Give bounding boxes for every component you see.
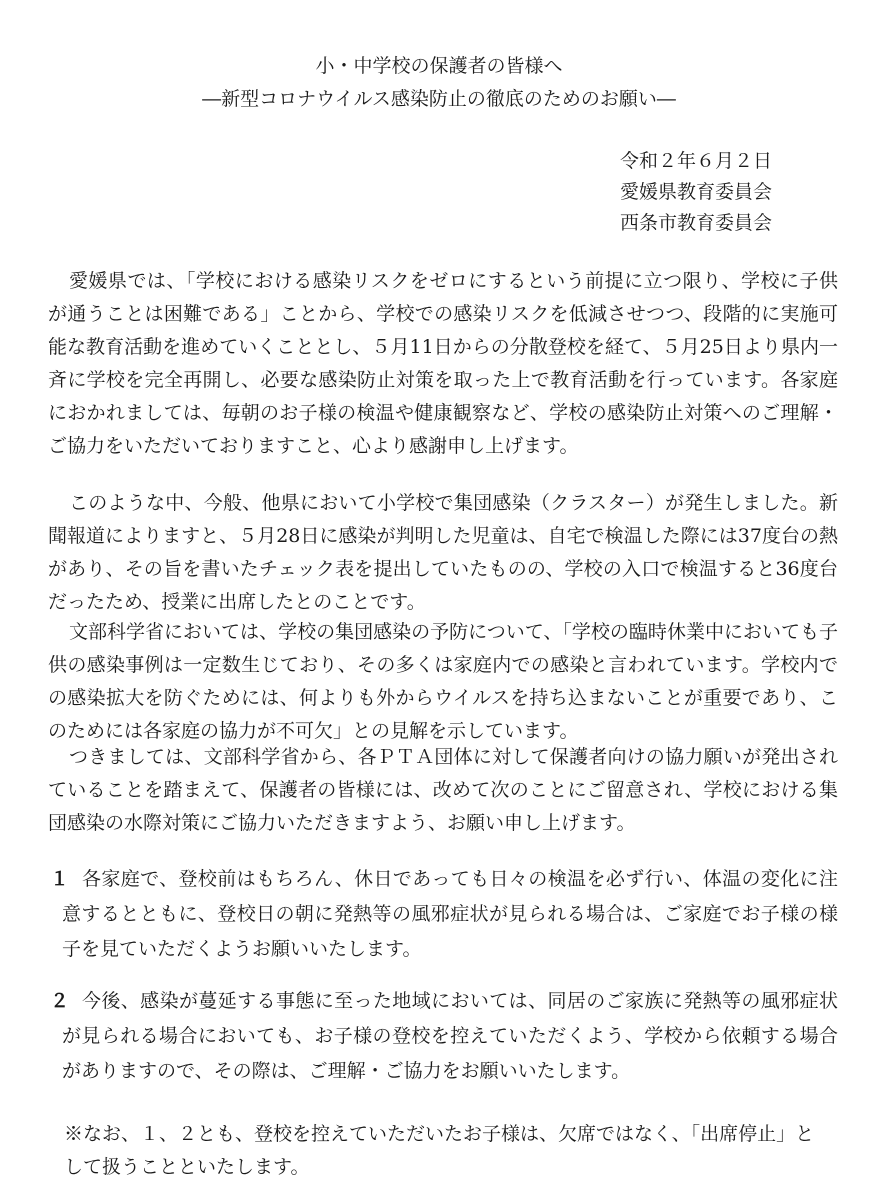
document-title-block xyxy=(0,50,878,116)
body-paragraph-2: このような中、今般、他県において小学校で集団感染（クラスター）が発生しました。新聞報道によりますと、５月28日に感染が判明した児童は、自宅で検温した際には37度台の熱があり、その旨を書いたチェック表を提出していたものの、学校の入口で検温すると36度台だったため、授業に出席したとのことです。 xyxy=(48,492,838,613)
issuer-prefecture-board: 愛媛県教育委員会 xyxy=(620,181,773,203)
issue-date: 令和２年６月２日 xyxy=(620,150,773,172)
request-text-1: 各家庭で、登校前はもちろん、休日であっても日々の検温を必ず行い、体温の変化に注意するとともに、登校日の朝に発熱等の風邪症状が見られる場合は、ご家庭でお子様の様子を見ていただくようお願いいたします。 xyxy=(62,868,838,960)
request-item-1 xyxy=(48,862,838,967)
body-paragraph-4: つきましては、文部科学省から、各ＰＴＡ団体に対して保護者向けの協力願いが発出されていることを踏まえて、保護者の皆様には、改めて次のことにご留意され、学校における集団感染の水際対策にご協力いただきますよう、お願い申し上げます。 xyxy=(48,746,838,834)
request-text-2: 今後、感染が蔓延する事態に至った地域においては、同居のご家族に発熱等の風邪症状が見られる場合においても、お子様の登校を控えていただくよう、学校から依頼する場合がありますので、その際は、ご理解・ご協力をお願いいたします。 xyxy=(62,990,838,1082)
issuer-city-board: 西条市教育委員会 xyxy=(620,212,773,234)
footnote: ※なお、１、２とも、登校を控えていただいたお子様は、欠席ではなく、「出席停止」として扱うことといたします。 xyxy=(64,1123,815,1178)
document-title: 小・中学校の保護者の皆様へ xyxy=(315,55,563,77)
body-paragraph-1: 愛媛県では、「学校における感染リスクをゼロにするという前提に立つ限り、学校に子供が通うことは困難である」ことから、学校での感染リスクを低減させつつ、段階的に実施可能な教育活動を進めていくこととし、５月11日からの分散登校を経て、５月25日より県内一斉に学校を完全再開し、必要な感染防止対策を取った上で教育活動を行っています。各家庭におかれましては、毎朝のお子様の検温や健康観察など、学校の感染防止対策へのご理解・ご協力をいただいておりますこと、心より感謝申し上げます。 xyxy=(48,270,838,457)
body-paragraph-3: 文部科学省においては、学校の集団感染の予防について、「学校の臨時休業中においても子供の感染事例は一定数生じており、その多くは家庭内での感染と言われています。学校内での感染拡大を防ぐためには、何よりも外からウイルスを持ち込まないことが重要であり、このためには各家庭の協力が不可欠」との見解を示しています。 xyxy=(48,621,838,742)
request-number-1: １ xyxy=(50,868,70,890)
document-subtitle: ―新型コロナウイルス感染防止の徹底のためのお願い― xyxy=(202,88,676,110)
request-item-2 xyxy=(48,984,838,1089)
request-number-2: ２ xyxy=(50,990,70,1012)
issuer-block xyxy=(620,146,772,239)
